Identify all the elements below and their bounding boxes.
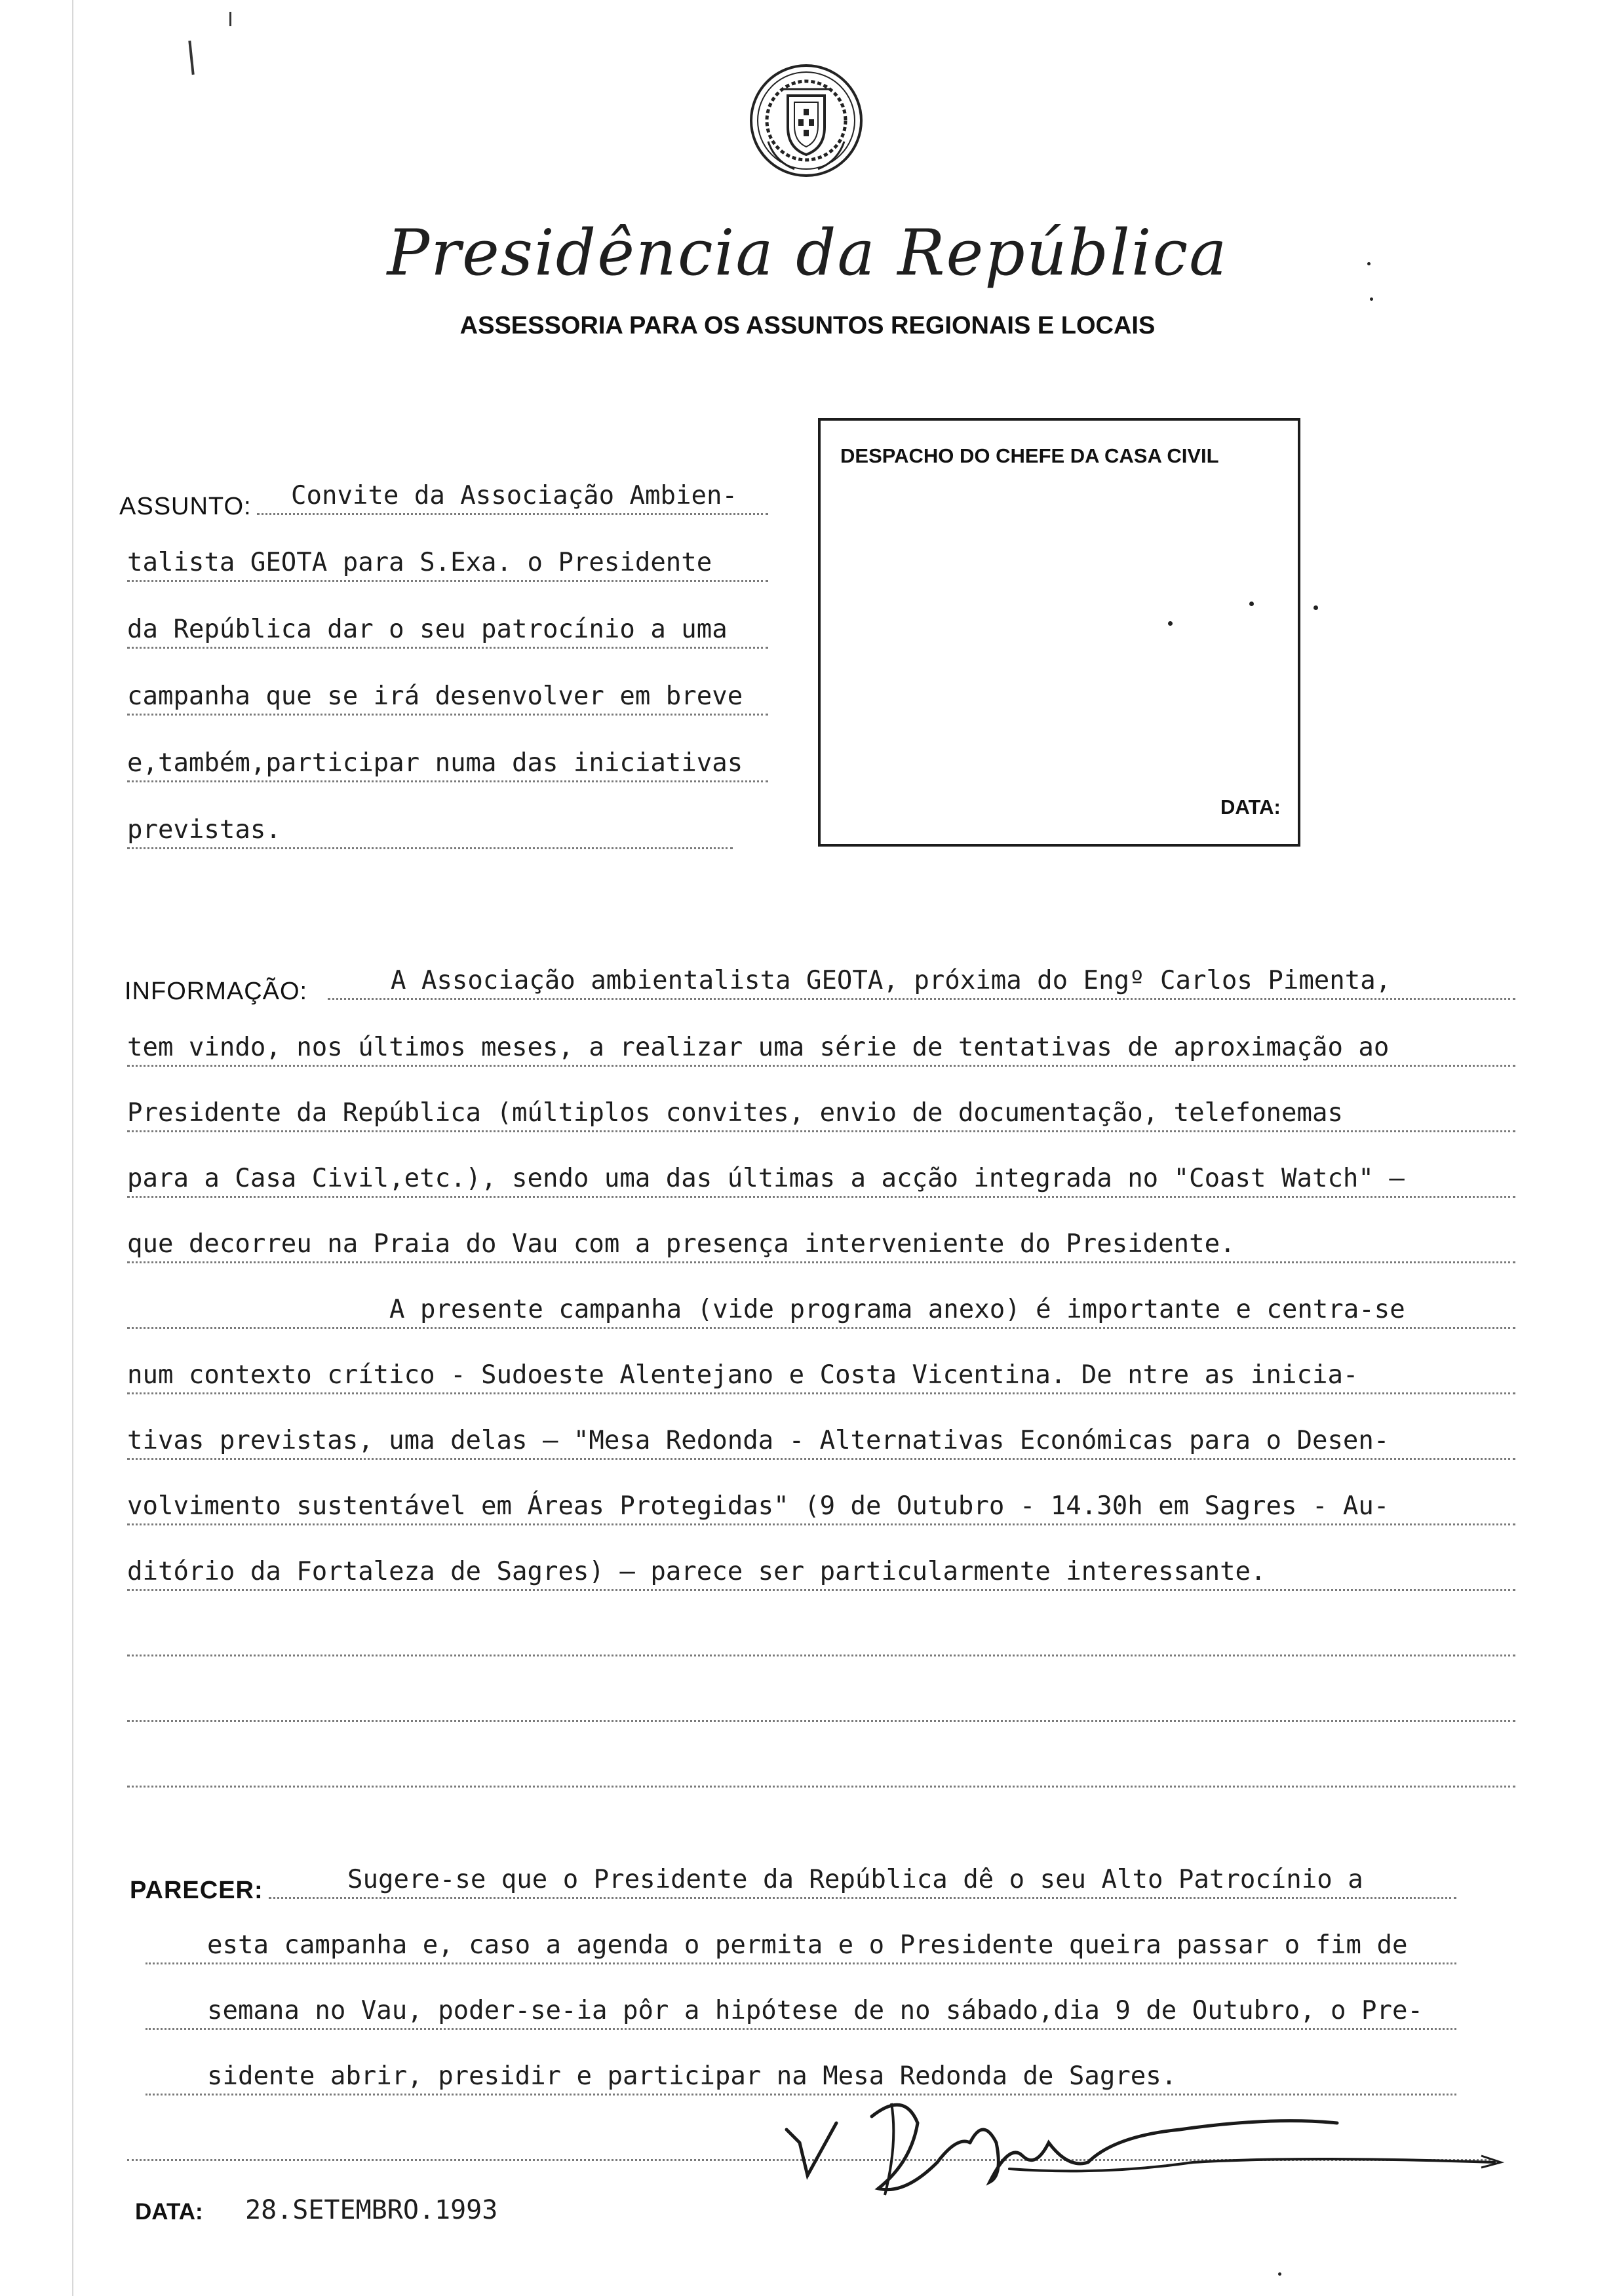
assunto-line: Convite da Associação Ambien- — [257, 477, 768, 515]
despacho-title: DESPACHO DO CHEFE DA CASA CIVIL — [840, 444, 1219, 467]
informacao-line — [127, 1684, 1515, 1722]
parecer-label: PARECER: — [130, 1877, 263, 1904]
informacao-line: A Associação ambientalista GEOTA, próxima do Engº Carlos Pimenta, — [328, 962, 1515, 1000]
assunto-line: da República dar o seu patrocínio a uma — [127, 611, 768, 649]
parecer-line: sidente abrir, presidir e participar na Mesa Redonda de Sagres. — [146, 2057, 1456, 2095]
assunto-line: campanha que se irá desenvolver em breve — [127, 678, 768, 716]
informacao-line: que decorreu na Praia do Vau com a presença interveniente do Presidente. — [127, 1225, 1515, 1263]
informacao-line: ditório da Fortaleza de Sagres) — parece ser particularmente interessante. — [127, 1553, 1515, 1591]
informacao-line: Presidente da República (múltiplos convites, envio de documentação, telefonemas — [127, 1094, 1515, 1132]
speck — [1313, 605, 1318, 610]
institution-script-title: Presidência da República — [387, 216, 1228, 290]
informacao-line: num contexto crítico - Sudoeste Alentejano e Costa Vicentina. De ntre as inicia- — [127, 1356, 1515, 1394]
informacao-line: tem vindo, nos últimos meses, a realizar uma série de tentativas de aproximação ao — [127, 1029, 1515, 1067]
despacho-box — [818, 418, 1300, 847]
informacao-line: tivas previstas, uma delas — "Mesa Redonda - Alternativas Económicas para o Desen- — [127, 1422, 1515, 1460]
despacho-date-label: DATA: — [1220, 795, 1281, 818]
stray-mark — [229, 12, 231, 26]
speck — [1370, 297, 1373, 301]
parecer-line: semana no Vau, poder-se-ia pôr a hipótese de no sábado,dia 9 de Outubro, o Pre- — [146, 1992, 1456, 2030]
speck — [1367, 262, 1371, 265]
informacao-line: A presente campanha (vide programa anexo) é importante e centra-se — [127, 1291, 1515, 1329]
informacao-line — [127, 1618, 1515, 1656]
stray-mark — [188, 41, 194, 75]
assunto-line: talista GEOTA para S.Exa. o Presidente — [127, 544, 768, 582]
parecer-line: Sugere-se que o Presidente da República dê o seu Alto Patrocínio a — [269, 1861, 1456, 1899]
handwritten-signature — [773, 2064, 1521, 2228]
assunto-label: ASSUNTO: — [119, 493, 252, 520]
footer-date-label: DATA: — [135, 2199, 203, 2225]
coat-of-arms-seal — [749, 63, 864, 178]
page-edge-line — [72, 0, 73, 2296]
informacao-label: INFORMAÇÃO: — [125, 978, 308, 1005]
assunto-line: e,também,participar numa das iniciativas — [127, 744, 768, 782]
speck — [1168, 621, 1173, 626]
informacao-line: para a Casa Civil,etc.), sendo uma das últimas a acção integrada no "Coast Watch" — — [127, 1160, 1515, 1198]
department-title: ASSESSORIA PARA OS ASSUNTOS REGIONAIS E LOCAIS — [459, 312, 1156, 339]
assunto-line: previstas. — [127, 811, 733, 849]
speck — [1278, 2272, 1281, 2276]
speck — [1249, 602, 1254, 606]
informacao-line — [127, 1750, 1515, 1788]
footer-date-value: 28.SETEMBRO.1993 — [245, 2195, 498, 2225]
informacao-line: volvimento sustentável em Áreas Protegidas" (9 de Outubro - 14.30h em Sagres - Au- — [127, 1487, 1515, 1525]
parecer-line: esta campanha e, caso a agenda o permita e o Presidente queira passar o fim de — [146, 1926, 1456, 1964]
